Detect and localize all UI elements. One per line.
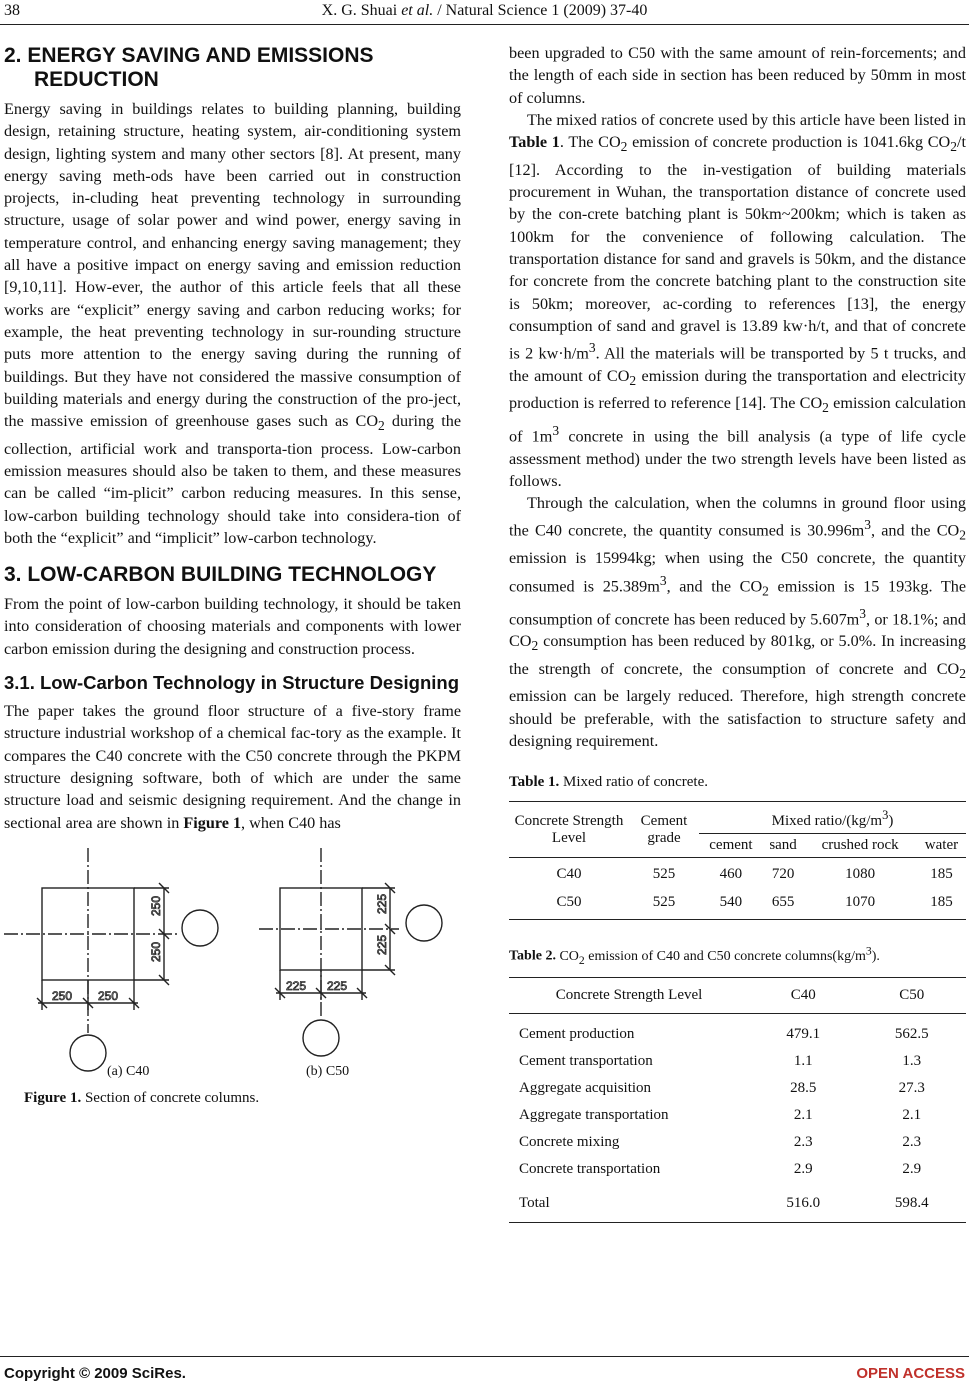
t1-cell: 525 [652, 894, 676, 911]
t2-cell: Cement transportation [519, 1052, 653, 1069]
t2-cell: 27.3 [898, 1079, 925, 1096]
page-number: 38 [4, 2, 20, 19]
section-3-heading: 3. LOW-CARBON BUILDING TECHNOLOGY [4, 563, 437, 587]
table-2 [509, 977, 966, 1223]
section-3-paragraph: From the point of low-carbon building technology, it should be taken into consideration of choosing materials and components with lower carbon emission during the designing and construction process. [4, 595, 461, 658]
dim-b-v1: 225 [375, 893, 389, 914]
figure-1-caption-label: Figure 1. [24, 1089, 82, 1106]
table-1-caption [509, 774, 966, 791]
open-access-label: OPEN ACCESS [856, 1365, 965, 1382]
dim-a-h1: 250 [52, 988, 73, 1003]
t1-cell: 540 [719, 894, 743, 911]
t2-cell: Aggregate transportation [519, 1106, 669, 1123]
t2-cell: 516.0 [786, 1194, 821, 1211]
t2-cell: Concrete transportation [519, 1160, 661, 1177]
table-2-caption [509, 944, 966, 966]
t2-cell: 479.1 [786, 1025, 821, 1042]
t2-h-2: C50 [899, 986, 925, 1003]
t2-cell: Total [519, 1194, 550, 1211]
col2-paragraph-3: Through the calculation, when the columns in ground floor using the C40 concrete, the quantity consumed is $30.996m^3$, and the $CO_2$ emission is 15994kg; when using the C50 concrete, the quantity consumed is $25.389m^3$, and the $CO_2$ emission is 15 193kg. The consumption of concrete has been reduced by $5.607m^3$, or 18.1%; and $CO_2$ consumption has been reduced by 801kg, or 5.0%. In increasing the strength of concrete, the consumption of concrete and $CO_2$ emission can be largely reduced. Therefore, high strength concrete should be preferable, with the satisfaction to structure safety and designing requirement. [509, 494, 967, 750]
table-row [509, 1183, 966, 1223]
t1-cell: 1070 [845, 894, 876, 911]
t1-h-grade: Cement grade [640, 812, 688, 846]
running-title: X. G. Shuai et al. / Natural Science 1 (2009) 37-40 [321, 2, 648, 19]
figure-1-drawing [4, 848, 461, 1098]
t1-cell: 720 [771, 866, 795, 883]
t1-cell: 185 [930, 894, 953, 911]
t2-h-0: Concrete Strength Level [555, 986, 703, 1003]
table-1-caption-label: Table 1. [509, 774, 560, 791]
table-row [509, 1156, 966, 1183]
t2-cell: 28.5 [790, 1079, 817, 1096]
dim-a-v2: 250 [149, 941, 163, 962]
dim-a-v1: 250 [149, 895, 163, 916]
t1-h-mixed: Mixed ratio/$(kg/m^3)$ [699, 802, 966, 834]
running-header [0, 0, 969, 25]
table-row [509, 1102, 966, 1129]
subsection-3-1-heading: 3.1. Low-Carbon Technology in Structure Designing [4, 672, 459, 694]
section-2-heading: 2. ENERGY SAVING AND EMISSIONS REDUCTION [4, 44, 374, 91]
t1-h-level: Concrete Strength Level [514, 812, 624, 846]
t2-cell: 2.1 [902, 1106, 922, 1123]
subsection-3-1-paragraph: The paper takes the ground floor structure of a five-story frame structure industrial workshop of a chemical fac-tory as the example. It compares the C40 concrete with the C50 concrete through the PKPM structure designing software, both of which are under the same structure load and seismic designing requirement. And the change in sectional area are shown in Figure 1, when C40 has [4, 702, 461, 832]
t2-cell: 1.1 [793, 1052, 813, 1069]
table-2-caption-text: $CO_2$ emission of C40 and C50 concrete $columns(kg/m^3)$. [555, 944, 880, 967]
t2-cell: 2.9 [902, 1160, 922, 1177]
t1-cell: C50 [556, 894, 582, 911]
t2-cell: Aggregate acquisition [519, 1079, 652, 1096]
copyright: Copyright © 2009 SciRes. [4, 1365, 186, 1382]
dim-a-h2: 250 [98, 988, 119, 1003]
t1-cell: 525 [652, 866, 676, 883]
figure-1-label-a: (a) C40 [107, 1063, 150, 1079]
col2-paragraph-1: been upgraded to C50 with the same amount of rein-forcements; and the length of each side in section has been reduced by 50mm in most of columns. [509, 44, 966, 107]
t2-cell: 598.4 [894, 1194, 929, 1211]
dim-b-h1: 225 [286, 978, 307, 993]
t1-sub-3: water [924, 837, 959, 854]
table-2-caption-label: Table 2. [509, 948, 556, 964]
figure-1-label-b: (b) C50 [306, 1063, 350, 1079]
t1-sub-1: sand [769, 837, 797, 854]
table-row [509, 858, 966, 887]
figure-1-caption-text: Section of concrete columns. [81, 1089, 260, 1106]
t2-h-1: C40 [790, 986, 816, 1003]
right-column [509, 42, 966, 1223]
t2-cell: 562.5 [894, 1025, 929, 1042]
table-row [509, 1075, 966, 1102]
dim-b-v2: 225 [375, 934, 389, 955]
figure-1 [4, 848, 461, 1108]
t2-cell: 2.3 [793, 1133, 813, 1150]
t1-sub-2: crushed rock [821, 837, 899, 854]
table-1 [509, 801, 966, 920]
t1-cell: 460 [719, 866, 743, 883]
t1-cell: C40 [556, 866, 582, 883]
figure-1-caption [24, 1090, 259, 1107]
table-row [509, 1013, 966, 1048]
dim-b-h2: 225 [327, 978, 348, 993]
t1-cell: 185 [930, 866, 953, 883]
t2-cell: Cement production [519, 1025, 635, 1042]
page-footer [0, 1356, 969, 1381]
table-row [509, 1129, 966, 1156]
t2-cell: Concrete mixing [519, 1133, 620, 1150]
table-row [509, 886, 966, 920]
t1-cell: 1080 [845, 866, 876, 883]
table-row [509, 1048, 966, 1075]
t2-cell: 2.1 [793, 1106, 813, 1123]
col2-paragraph-2: The mixed ratios of concrete used by this article have been listed in Table 1. The $CO_2$ emission of concrete production is 1041.6kg $CO_2/t$ [12]. According to the in-vestigation of building materials procurement in Wuhan, the transportation distance of concrete used by the con-crete batching plant is 50km~200km; which is taken as 100km for the convenience of following calculation. The transportation distance for sand and gravels is 50km, and the distance for concrete from the concrete batching plant to the construction site is 50km; moreover, ac-cording to references [13], the energy consumption of sand and gravel is 13.89 kw·h/t, and that of concrete is 2 $kw\cdot h/m^3$. All the materials will be transported by 5 t trucks, and the amount of $CO_2$ emission during the transportation and electricity production is referred to reference [14]. The $CO_2$ emission calculation of $1m^3$ concrete in using the bill analysis (a type of life cycle assessment method) under the two strength levels have been listed as follows. [509, 110, 967, 490]
t2-cell: 2.9 [793, 1160, 813, 1177]
t1-sub-0: cement [709, 837, 753, 854]
t2-cell: 2.3 [902, 1133, 922, 1150]
t1-cell: 655 [771, 894, 795, 911]
table-1-caption-text: Mixed ratio of concrete. [559, 774, 708, 791]
t2-cell: 1.3 [902, 1052, 922, 1069]
section-2-paragraph: Energy saving in buildings relates to building planning, building design, retaining structure, heating system, air-conditioning system design, lighting system and many other sectors [8]. At present, many energy saving meth-ods have been carried out in construction projects, in-cluding heat preventing technology in surrounding structure, usage of solar power and wind power, energy saving in temperature control, and enhancing energy saving management; they all have a positive impact on energy saving and emission reduction [9,10,11]. How-ever, the author of this article feels that all these works are “explicit” energy saving and carbon reducing works; for example, the heat preventing technology in sur-rounding structure puts more attention to the energy saving during the running of buildings. But they have not considered the massive consumption of building materials and energy during the construction of the pro-ject, the massive emission of greenhouse gases such as $CO_2$ during the collection, artificial work and transporta-tion process. Low-carbon emission measures should also be taken to them, and these measures can be called “im-plicit” carbon reducing measures. In this sense, low-carbon building technology should take into considera-tion of both the “explicit” and “implicit” low-carbon technology. [4, 100, 461, 547]
left-column [4, 36, 461, 1108]
